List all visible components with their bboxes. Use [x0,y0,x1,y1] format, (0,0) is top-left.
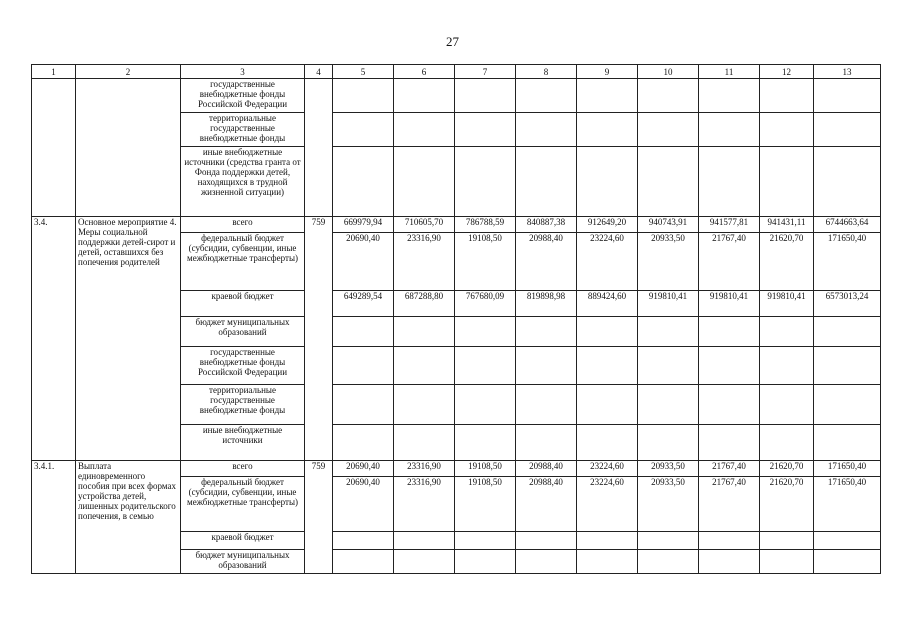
value-cell: 819898,98 [516,291,577,317]
value-cell: 171650,40 [814,477,881,532]
value-cell: 20988,40 [516,477,577,532]
value-cell: 21767,40 [699,461,760,477]
value-cell: 767680,09 [455,291,516,317]
code-cell: 3.4. [32,217,76,461]
value-cell: 20988,40 [516,461,577,477]
value-cell: 840887,38 [516,217,577,233]
value-cell: 20988,40 [516,233,577,291]
value-cell: 20933,50 [638,461,699,477]
value-cell: 919810,41 [638,291,699,317]
code-cell [32,79,76,217]
value-cell: 649289,54 [333,291,394,317]
source-cell: всего [181,217,305,233]
column-header: 1 [32,65,76,79]
value-cell: 171650,40 [814,233,881,291]
value-cell: 23224,60 [577,233,638,291]
value-cell: 710605,70 [394,217,455,233]
source-cell: территориальные государственные внебюджетные фонды [181,385,305,425]
value-cell: 941431,11 [760,217,814,233]
source-cell: территориальные государственные внебюджетные фонды [181,113,305,147]
value-cell: 786788,59 [455,217,516,233]
value-cell: 23316,90 [394,461,455,477]
value-cell: 19108,50 [455,233,516,291]
source-cell: федеральный бюджет (субсидии, субвенции, иные межбюджетные трансферты) [181,233,305,291]
name-cell: Выплата единовременного пособия при всех формах устройства детей, лишенных родительского попечения, в семью [76,461,181,574]
value-cell: 23224,60 [577,461,638,477]
value-cell: 20933,50 [638,233,699,291]
column-header: 9 [577,65,638,79]
column-header: 5 [333,65,394,79]
value-cell: 940743,91 [638,217,699,233]
admin-cell: 759 [305,217,333,461]
column-header: 4 [305,65,333,79]
value-cell: 19108,50 [455,477,516,532]
source-cell: государственные внебюджетные фонды Российской Федерации [181,79,305,113]
value-cell: 171650,40 [814,461,881,477]
value-cell: 669979,94 [333,217,394,233]
value-cell: 21767,40 [699,477,760,532]
code-cell: 3.4.1. [32,461,76,574]
source-cell: краевой бюджет [181,532,305,550]
value-cell: 21620,70 [760,233,814,291]
column-header: 2 [76,65,181,79]
column-header: 11 [699,65,760,79]
name-cell [76,79,181,217]
column-header: 12 [760,65,814,79]
column-header: 7 [455,65,516,79]
source-cell: иные внебюджетные источники (средства гранта от Фонда поддержки детей, находящихся в трудной жизненной ситуации) [181,147,305,217]
budget-table [31,64,881,574]
value-cell: 21620,70 [760,461,814,477]
value-cell: 687288,80 [394,291,455,317]
value-cell: 6573013,24 [814,291,881,317]
value-cell: 6744663,64 [814,217,881,233]
column-header: 13 [814,65,881,79]
value-cell: 941577,81 [699,217,760,233]
source-cell: бюджет муниципальных образований [181,317,305,347]
source-cell: федеральный бюджет (субсидии, субвенции, иные межбюджетные трансферты) [181,477,305,532]
value-cell: 21620,70 [760,477,814,532]
admin-cell: 759 [305,461,333,574]
value-cell: 21767,40 [699,233,760,291]
value-cell: 919810,41 [760,291,814,317]
table-row [32,79,881,113]
table-row [32,461,881,477]
value-cell: 889424,60 [577,291,638,317]
source-cell: краевой бюджет [181,291,305,317]
value-cell: 23316,90 [394,477,455,532]
column-header: 3 [181,65,305,79]
source-cell: бюджет муниципальных образований [181,550,305,574]
value-cell: 912649,20 [577,217,638,233]
value-cell: 23316,90 [394,233,455,291]
source-cell: государственные внебюджетные фонды Российской Федерации [181,347,305,385]
column-header: 6 [394,65,455,79]
admin-cell [305,79,333,217]
value-cell: 919810,41 [699,291,760,317]
value-cell: 20690,40 [333,233,394,291]
source-cell: иные внебюджетные источники [181,425,305,461]
value-cell: 19108,50 [455,461,516,477]
page-number: 27 [446,34,459,49]
value-cell: 20690,40 [333,477,394,532]
value-cell: 20690,40 [333,461,394,477]
column-header: 10 [638,65,699,79]
value-cell: 20933,50 [638,477,699,532]
header-row [32,65,881,79]
name-cell: Основное мероприятие 4. Меры социальной поддержки детей-сирот и детей, оставшихся без попечения родителей [76,217,181,461]
table-row [32,217,881,233]
source-cell: всего [181,461,305,477]
column-header: 8 [516,65,577,79]
value-cell: 23224,60 [577,477,638,532]
